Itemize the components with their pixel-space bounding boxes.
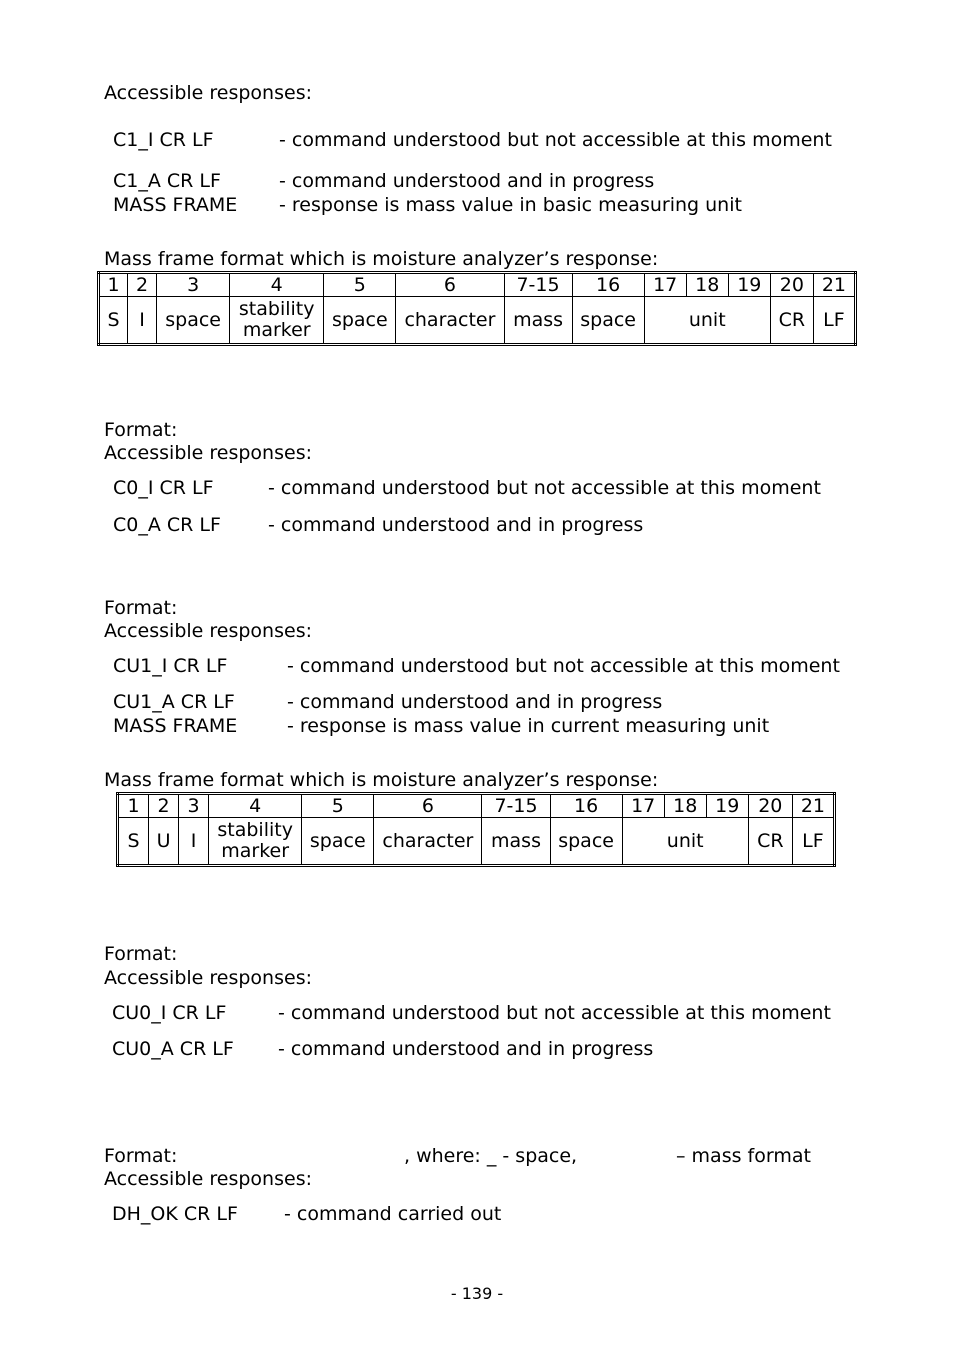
table-cell: S xyxy=(99,297,128,345)
table-header-cell: 7-15 xyxy=(482,794,550,818)
table-header-row xyxy=(118,794,835,818)
table-header-cell: 4 xyxy=(209,794,302,818)
table-cell: S xyxy=(118,818,149,866)
format-label: Format: xyxy=(104,943,178,965)
table-header-cell: 16 xyxy=(550,794,622,818)
response-description: - response is mass value in basic measuring unit xyxy=(279,194,742,216)
table-header-cell: 6 xyxy=(374,794,482,818)
table-cell: I xyxy=(179,818,209,866)
response-code: C1_A CR LF xyxy=(113,170,221,192)
table-cell: LF xyxy=(813,297,855,345)
table-header-cell: 7-15 xyxy=(504,273,572,297)
response-description: - response is mass value in current measuring unit xyxy=(287,715,770,737)
accessible-responses-label: Accessible responses: xyxy=(104,82,312,104)
response-code: C0_A CR LF xyxy=(113,514,221,536)
table-cell: stability marker xyxy=(230,297,324,345)
mass-frame-table xyxy=(97,271,857,346)
table-cell: character xyxy=(396,297,504,345)
table-header-cell: 3 xyxy=(179,794,209,818)
response-description: - command understood and in progress xyxy=(278,1038,654,1060)
response-code: CU0_A CR LF xyxy=(112,1038,234,1060)
response-description: - command understood but not accessible at this moment xyxy=(287,655,840,677)
table-header-cell: 16 xyxy=(572,273,644,297)
mass-format-text: – mass format xyxy=(676,1145,811,1167)
table-cell: CR xyxy=(748,818,792,866)
table-header-cell: 18 xyxy=(664,794,706,818)
table-cell: space xyxy=(324,297,396,345)
table-cell: unit xyxy=(644,297,770,345)
table-header-cell: 1 xyxy=(99,273,128,297)
response-description: - command understood and in progress xyxy=(287,691,663,713)
response-description: - command understood but not accessible at this moment xyxy=(278,1002,831,1024)
table-cell: space xyxy=(572,297,644,345)
format-label: Format: xyxy=(104,597,178,619)
table-header-cell: 5 xyxy=(302,794,374,818)
response-code: C1_I CR LF xyxy=(113,129,214,151)
response-description: - command understood but not accessible at this moment xyxy=(279,129,832,151)
mass-frame-intro: Mass frame format which is moisture analyzer’s response: xyxy=(104,769,659,791)
where-text: , where: _ - space, xyxy=(404,1145,578,1167)
accessible-responses-label: Accessible responses: xyxy=(104,620,312,642)
table-header-cell: 6 xyxy=(396,273,504,297)
table-header-cell: 4 xyxy=(230,273,324,297)
table-cell: space xyxy=(550,818,622,866)
table-header-cell: 19 xyxy=(728,273,770,297)
response-description: - command understood and in progress xyxy=(268,514,644,536)
table-cell: mass xyxy=(504,297,572,345)
table-cell: unit xyxy=(622,818,748,866)
table-header-cell: 17 xyxy=(644,273,686,297)
page-number: - 139 - xyxy=(450,1284,504,1303)
table-header-cell: 17 xyxy=(622,794,664,818)
table-header-cell: 2 xyxy=(128,273,157,297)
table-cell: stability marker xyxy=(209,818,302,866)
response-code: MASS FRAME xyxy=(113,194,238,216)
table-cell: U xyxy=(149,818,179,866)
mass-frame-table xyxy=(116,792,836,867)
response-code: CU1_A CR LF xyxy=(113,691,235,713)
table-cell: character xyxy=(374,818,482,866)
table-header-cell: 3 xyxy=(157,273,230,297)
table-cell: mass xyxy=(482,818,550,866)
table-header-cell: 21 xyxy=(813,273,855,297)
response-code: C0_I CR LF xyxy=(113,477,214,499)
response-code: CU0_I CR LF xyxy=(112,1002,227,1024)
table-cell: LF xyxy=(792,818,834,866)
table-header-cell: 5 xyxy=(324,273,396,297)
table-header-cell: 18 xyxy=(686,273,728,297)
table-header-cell: 21 xyxy=(792,794,834,818)
format-label: Format: xyxy=(104,419,178,441)
response-description: - command understood but not accessible at this moment xyxy=(268,477,821,499)
table-header-cell: 19 xyxy=(706,794,748,818)
table-header-row xyxy=(99,273,856,297)
table-header-cell: 20 xyxy=(748,794,792,818)
format-label: Format: xyxy=(104,1145,178,1167)
response-description: - command carried out xyxy=(284,1203,502,1225)
accessible-responses-label: Accessible responses: xyxy=(104,442,312,464)
accessible-responses-label: Accessible responses: xyxy=(104,967,312,989)
response-code: DH_OK CR LF xyxy=(112,1203,238,1225)
table-header-cell: 2 xyxy=(149,794,179,818)
table-cell: I xyxy=(128,297,157,345)
response-code: CU1_I CR LF xyxy=(113,655,228,677)
table-header-cell: 1 xyxy=(118,794,149,818)
mass-frame-intro: Mass frame format which is moisture analyzer’s response: xyxy=(104,248,659,270)
table-header-cell: 20 xyxy=(770,273,813,297)
accessible-responses-label: Accessible responses: xyxy=(104,1168,312,1190)
table-cell: space xyxy=(157,297,230,345)
response-description: - command understood and in progress xyxy=(279,170,655,192)
table-value-row xyxy=(118,818,835,866)
response-code: MASS FRAME xyxy=(113,715,238,737)
table-value-row xyxy=(99,297,856,345)
table-cell: CR xyxy=(770,297,813,345)
table-cell: space xyxy=(302,818,374,866)
